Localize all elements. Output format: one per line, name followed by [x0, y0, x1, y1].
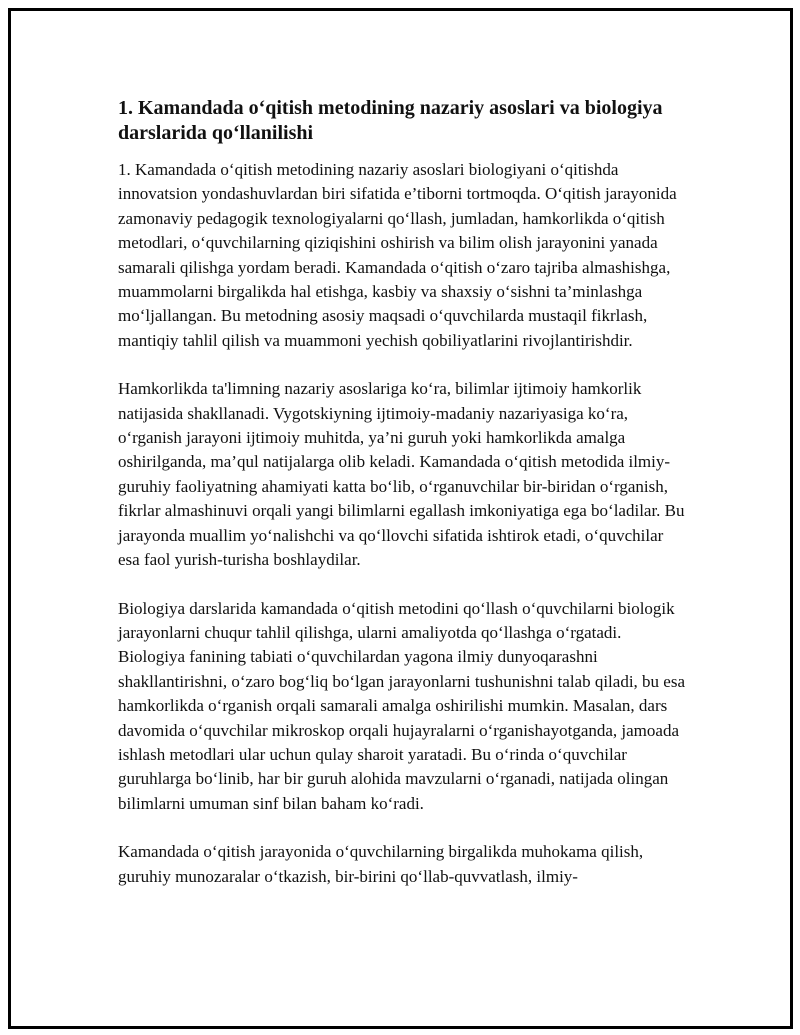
paragraph-4: Kamandada o‘qitish jarayonida o‘quvchilarning birgalikda muhokama qilish, guruhiy munozaralar o‘tkazish, bir-birini qo‘llab-quvvatlash, ilmiy-	[118, 842, 644, 886]
paragraph-1: 1. Kamandada o‘qitish metodining nazariy asoslari biologiyani o‘qitishda innovatsion yondashuvlardan biri sifatida e’tiborni tortmoqda. O‘qitish jarayonida zamonaviy pedagogik texnologiyalarni qo‘llash, jumladan, hamkorlikda o‘qitish metodlari, o‘quvchilarning qiziqishini oshirish va bilim olish jarayonini yanada samarali qilishga yordam beradi. Kamandada o‘qitish o‘zaro tajriba almashishga, muammolarni birgalikda hal etishga, kasbiy va shaxsiy o‘sishni ta’minlashga mo‘ljallangan. Bu metodning asosiy maqsadi o‘quvchilarda mustaqil fikrlash, mantiqiy tahlil qilish va muammoni yechish qobiliyatlarini rivojlantirishdir.	[118, 160, 677, 350]
paragraph-3: Biologiya darslarida kamandada o‘qitish metodini qo‘llash o‘quvchilarni biologik jarayonlarni chuqur tahlil qilishga, ularni amaliyotda qo‘llashga o‘rgatadi. Biologiya fanining tabiati o‘quvchilardan yagona ilmiy dunyoqarashni shakllantirishni, o‘zaro bog‘liq bo‘lgan jarayonlarni tushunishni talab qiladi, bu esa hamkorlikda o‘rganish orqali samarali amalga oshirilishi mumkin. Masalan, dars davomida o‘quvchilar mikroskop orqali hujayralarni o‘rganishayotganda, jamoada ishlash metodlari ular uchun qulay sharoit yaratadi. Bu o‘rinda o‘quvchilar guruhlarga bo‘linib, har bir guruh alohida mavzularni o‘rganadi, natijada olingan bilimlarni umuman sinf bilan baham ko‘radi.	[118, 598, 686, 813]
paragraph-2: Hamkorlikda ta'limning nazariy asoslariga ko‘ra, bilimlar ijtimoiy hamkorlik natijasida shakllanadi. Vygotskiyning ijtimoiy-madaniy nazariyasiga ko‘ra, o‘rganish jarayoni ijtimoiy muhitda, ya’ni guruh yoki hamkorlikda amalga oshirilganda, ma’qul natijalarga olib keladi. Kamandada o‘qitish metodida ilmiy-guruhiy faoliyatning ahamiyati katta bo‘lib, o‘rganuvchilar bir-biridan o‘rganish, fikrlar almashinuvi orqali yangi bilimlarni egallash imkoniyatiga ega bo‘ladilar. Bu jarayonda muallim yo‘nalishchi va qo‘llovchi sifatida ishtirok etadi, o‘quvchilar esa faol yurish-turisha boshlaydilar.	[118, 379, 685, 570]
document-title: 1. Kamandada o‘qitish metodining nazariy asoslari va biologiya darslarida qo‘llanilishi	[118, 97, 663, 144]
document-body	[118, 96, 688, 913]
